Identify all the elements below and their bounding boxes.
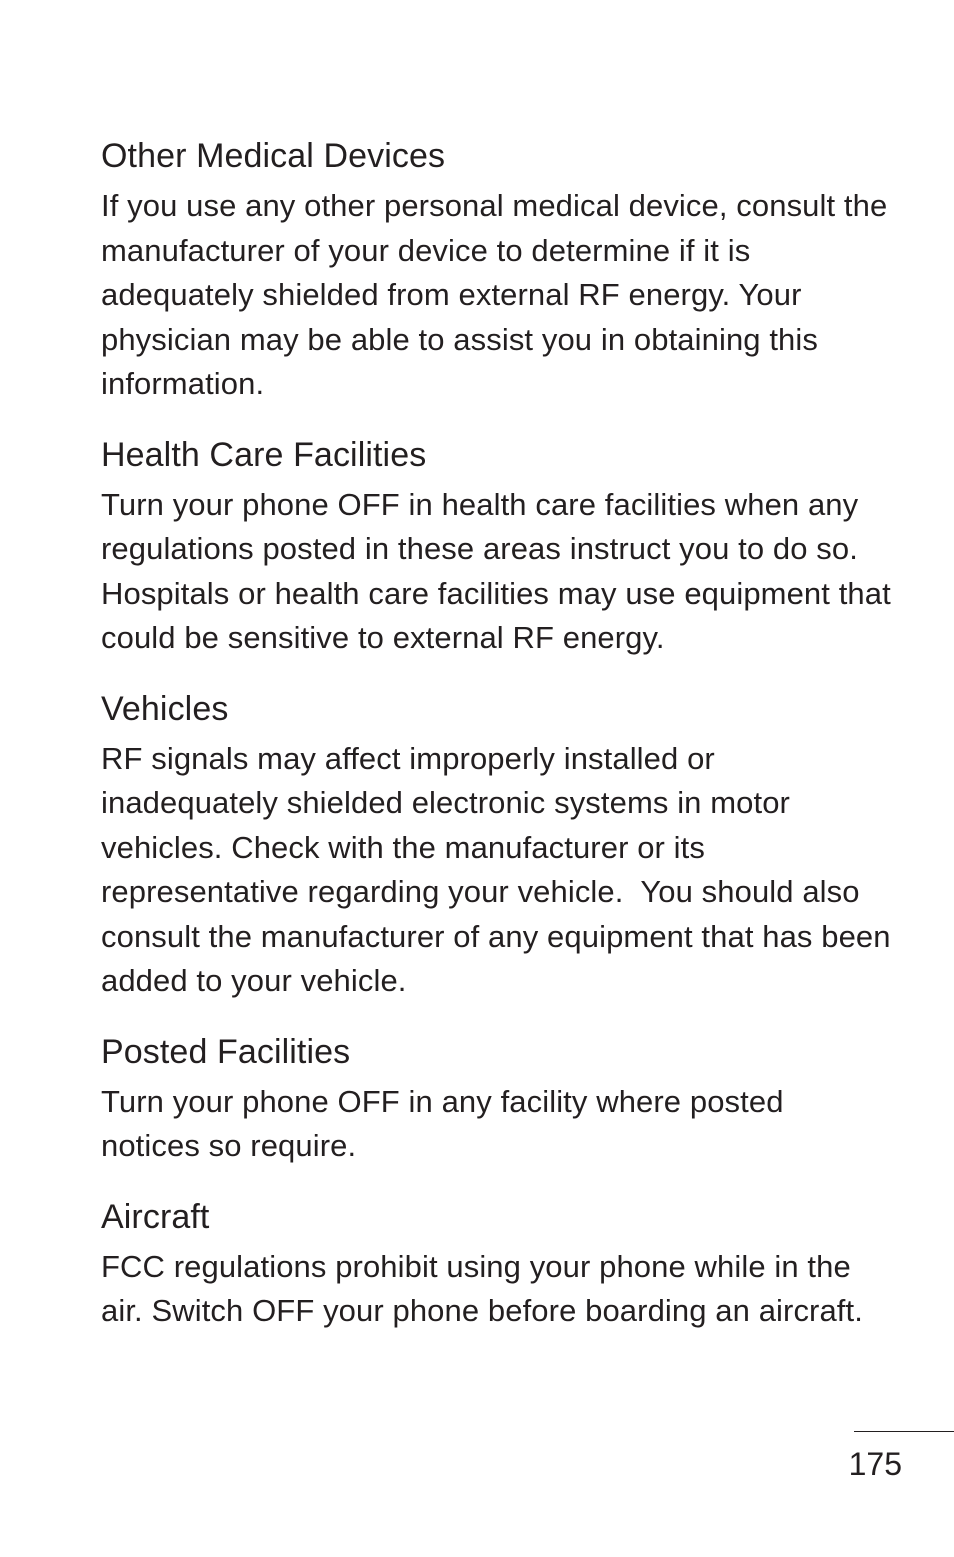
section-body: FCC regulations prohibit using your phone while in the air. Switch OFF your phone before boarding an aircraft.	[101, 1248, 863, 1328]
section-heading: Aircraft	[101, 1197, 210, 1236]
section-health-care-facilities	[101, 433, 891, 661]
section-aircraft	[101, 1195, 891, 1334]
section-body: RF signals may affect improperly installed or inadequately shielded electronic systems in motor vehicles. Check with the manufacturer or its representative regarding your vehicle. You should also consult the manufacturer of any equipment that has been added to your vehicle.	[101, 740, 900, 998]
section-heading: Other Medical Devices	[101, 137, 446, 175]
footer-divider	[854, 1431, 954, 1432]
page-number: 175	[848, 1446, 902, 1482]
section-heading: Health Care Facilities	[101, 435, 427, 474]
page-content	[101, 134, 900, 1334]
section-body: If you use any other personal medical device, consult the manufacturer of your device to determine if it is adequately shielded from external RF energy. Your physician may be able to assist you in obtaining this information.	[101, 188, 888, 401]
section-vehicles	[101, 687, 900, 1004]
section-posted-facilities	[101, 1030, 891, 1169]
section-heading: Posted Facilities	[101, 1032, 351, 1071]
section-body: Turn your phone OFF in health care facilities when any regulations posted in these areas instruct you to do so. Hospitals or health care facilities may use equipment that could be sensitive to external RF energy.	[101, 486, 891, 655]
section-other-medical-devices	[101, 134, 891, 407]
section-heading: Vehicles	[101, 689, 229, 728]
section-body: Turn your phone OFF in any facility where posted notices so require.	[101, 1083, 784, 1163]
